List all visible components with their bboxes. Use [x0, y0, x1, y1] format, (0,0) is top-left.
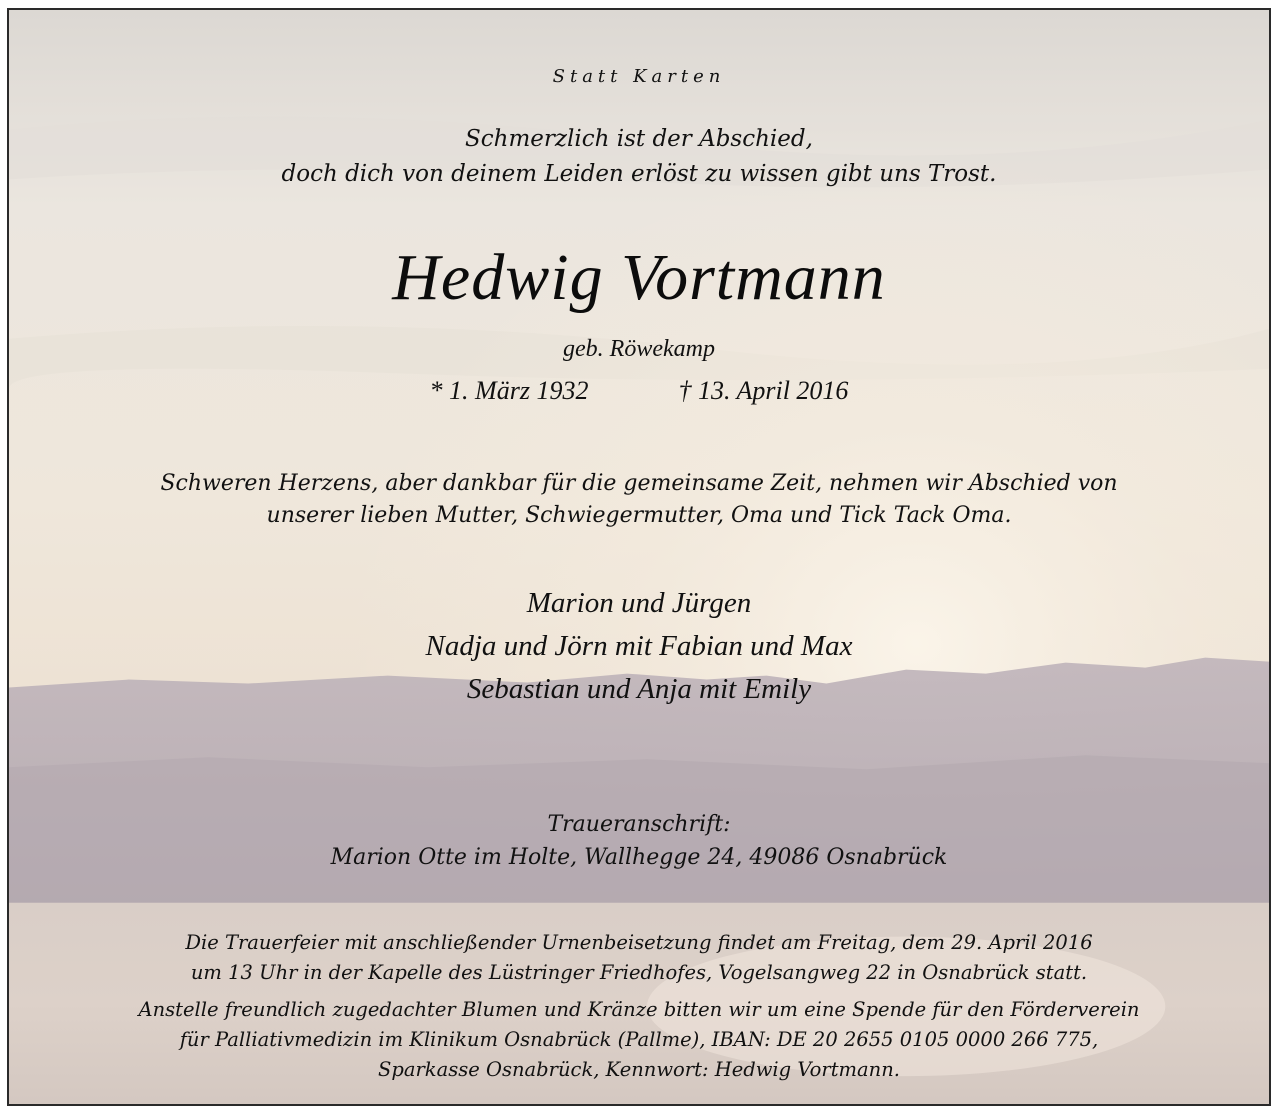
obituary-notice [7, 8, 1271, 1106]
maiden-name: geb. Röwekamp [563, 336, 715, 362]
donation-line: Anstelle freundlich zugedachter Blumen und Kränze bitten wir um eine Spende für den Förderverein [138, 998, 1140, 1021]
mourning-address [9, 808, 1269, 874]
ceremony-line: um 13 Uhr in der Kapelle des Lüstringer Friedhofes, Vogelsangweg 22 in Osnabrück statt. [190, 961, 1088, 984]
donation-request [9, 995, 1269, 1085]
mourner-line: Marion und Jürgen [526, 587, 752, 619]
statt-karten-label: Statt Karten [552, 66, 726, 87]
motto-text [9, 122, 1269, 192]
birth-date: * 1. März 1932 [429, 376, 589, 405]
address-text: Marion Otte im Holte, Wallhegge 24, 49086 Osnabrück [330, 845, 948, 870]
deceased-name: Hedwig Vortmann [392, 241, 886, 314]
mourners-list [9, 582, 1269, 711]
donation-line: für Palliativmedizin im Klinikum Osnabrück (Pallme), IBAN: DE 20 2655 0105 0000 266 775, [179, 1028, 1099, 1051]
motto-line: Schmerzlich ist der Abschied, [465, 126, 813, 152]
mourner-line: Sebastian und Anja mit Emily [466, 673, 812, 705]
motto-line: doch dich von deinem Leiden erlöst zu wissen gibt uns Trost. [281, 161, 997, 187]
mourner-line: Nadja und Jörn mit Fabian und Max [425, 630, 853, 662]
ceremony-details [9, 928, 1269, 988]
farewell-line: unserer lieben Mutter, Schwiegermutter, Oma und Tick Tack Oma. [266, 503, 1012, 528]
farewell-text [9, 468, 1269, 532]
farewell-line: Schweren Herzens, aber dankbar für die gemeinsame Zeit, nehmen wir Abschied von [160, 471, 1118, 496]
donation-line: Sparkasse Osnabrück, Kennwort: Hedwig Vortmann. [378, 1058, 900, 1081]
ceremony-line: Die Trauerfeier mit anschließender Urnenbeisetzung findet am Freitag, dem 29. April 2016 [185, 931, 1093, 954]
address-label: Traueranschrift: [547, 812, 731, 837]
death-date: † 13. April 2016 [678, 376, 849, 405]
life-dates [9, 376, 1269, 406]
